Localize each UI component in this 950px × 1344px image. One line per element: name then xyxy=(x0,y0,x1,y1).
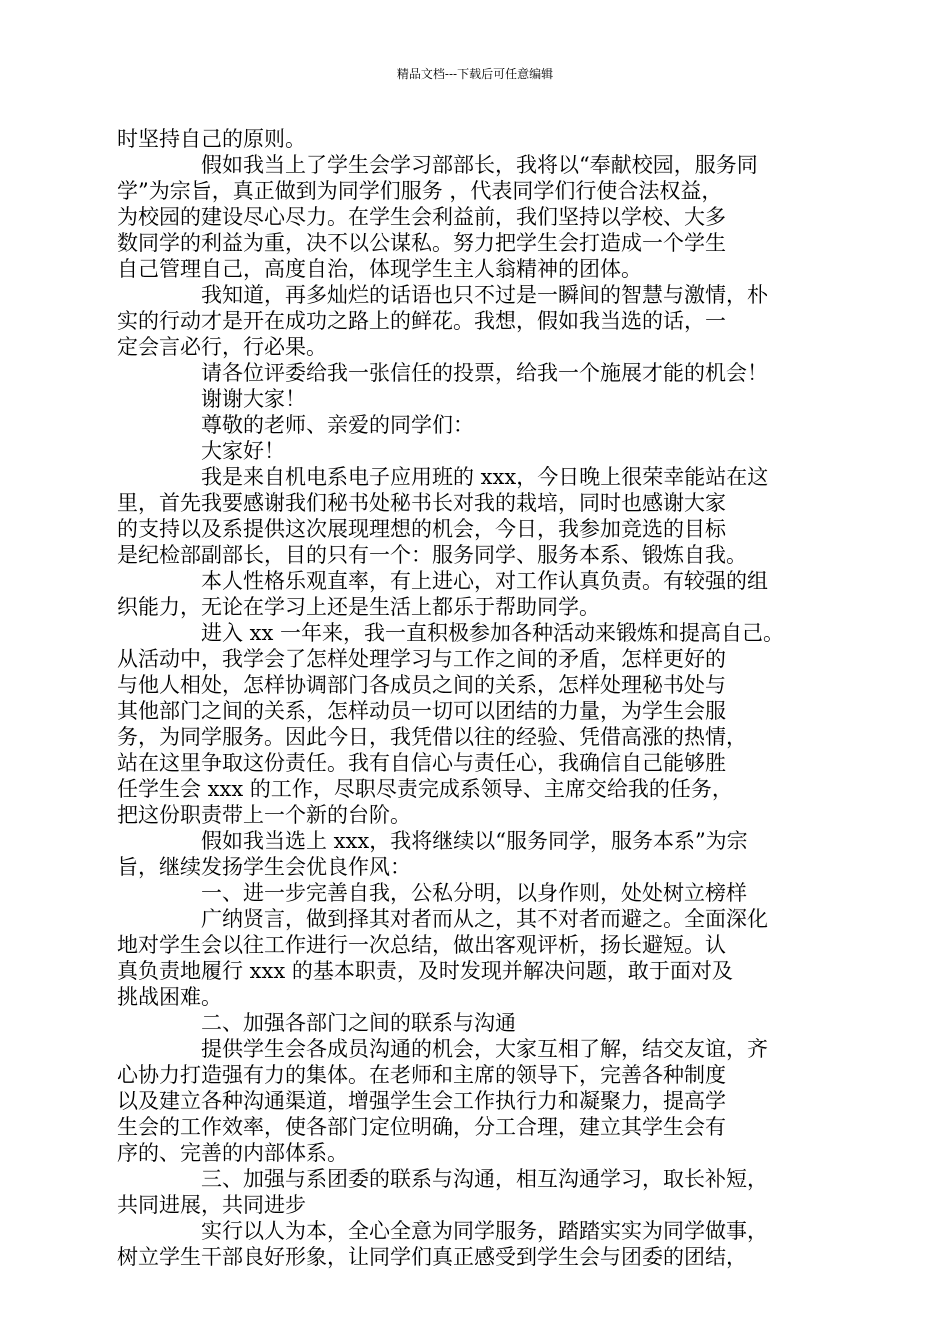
text-line: 三、加强与系团委的联系与沟通，相互沟通学习，取长补短， xyxy=(201,1167,768,1191)
text-line: 树立学生干部良好形象，让同学们真正感受到学生会与团委的团结， xyxy=(117,1245,747,1269)
paragraph xyxy=(117,360,817,386)
text-line: 广纳贤言，做到择其对者而从之，其不对者而避之。全面深化 xyxy=(201,907,768,931)
text-line: 共同进展，共同进步 xyxy=(117,1193,306,1217)
text-line: 谢谢大家！ xyxy=(201,387,306,411)
text-line: 序的、完善的内部体系。 xyxy=(117,1141,348,1165)
document-body xyxy=(117,126,817,1270)
text-line: 把这份职责带上一个新的台阶。 xyxy=(117,803,411,827)
text-line: 我知道，再多灿烂的话语也只不过是一瞬间的智慧与激情，朴 xyxy=(201,283,768,307)
paragraph xyxy=(117,880,817,906)
paragraph xyxy=(117,620,817,828)
text-line: 务，为同学服务。因此今日，我凭借以往的经验、凭借高涨的热情， xyxy=(117,725,747,749)
text-line: 假如我当选上 xxx，我将继续以“服务同学，服务本系”为宗 xyxy=(201,829,748,853)
paragraph xyxy=(117,828,817,880)
text-line: 生会的工作效率，使各部门定位明确，分工合理，建立其学生会有 xyxy=(117,1115,726,1139)
text-line: 旨，继续发扬学生会优良作风： xyxy=(117,855,411,879)
text-line: 心协力打造强有力的集体。在老师和主席的领导下，完善各种制度 xyxy=(117,1063,726,1087)
text-line: 自己管理自己，高度自治，体现学生主人翁精神的团体。 xyxy=(117,257,642,281)
text-line: 本人性格乐观直率，有上进心，对工作认真负责。有较强的组 xyxy=(201,569,768,593)
text-line: 大家好！ xyxy=(201,439,285,463)
text-line: 实行以人为本，全心全意为同学服务，踏踏实实为同学做事， xyxy=(201,1219,768,1243)
paragraph xyxy=(117,152,817,282)
text-line: 的支持以及系提供这次展现理想的机会，今日，我参加竞选的目标 xyxy=(117,517,726,541)
text-line: 假如我当上了学生会学习部部长，我将以“奉献校园，服务同 xyxy=(201,153,758,177)
paragraph xyxy=(117,1010,817,1036)
paragraph xyxy=(117,1218,817,1270)
paragraph xyxy=(117,126,817,152)
text-line: 真负责地履行 xxx 的基本职责，及时发现并解决问题，敢于面对及 xyxy=(117,959,733,983)
paragraph xyxy=(117,1036,817,1166)
text-line: 请各位评委给我一张信任的投票，给我一个施展才能的机会！ xyxy=(201,361,768,385)
text-line: 为校园的建设尽心尽力。在学生会利益前，我们坚持以学校、大多 xyxy=(117,205,726,229)
text-line: 实的行动才是开在成功之路上的鲜花。我想，假如我当选的话，一 xyxy=(117,309,726,333)
text-line: 挑战困难。 xyxy=(117,985,222,1009)
text-line: 定会言必行，行必果。 xyxy=(117,335,327,359)
text-line: 站在这里争取这份责任。我有自信心与责任心，我确信自己能够胜 xyxy=(117,751,726,775)
text-line: 以及建立各种沟通渠道，增强学生会工作执行力和凝聚力，提高学 xyxy=(117,1089,726,1113)
text-line: 一、进一步完善自我，公私分明，以身作则，处处树立榜样 xyxy=(201,881,747,905)
paragraph xyxy=(117,568,817,620)
text-line: 其他部门之间的关系，怎样动员一切可以团结的力量，为学生会服 xyxy=(117,699,726,723)
paragraph xyxy=(117,282,817,360)
text-line: 提供学生会各成员沟通的机会，大家互相了解，结交友谊，齐 xyxy=(201,1037,768,1061)
text-line: 地对学生会以往工作进行一次总结，做出客观评析，扬长避短。认 xyxy=(117,933,726,957)
paragraph xyxy=(117,464,817,568)
text-line: 任学生会 xxx 的工作，尽职尽责完成系领导、主席交给我的任务， xyxy=(117,777,733,801)
text-line: 数同学的利益为重，决不以公谋私。努力把学生会打造成一个学生 xyxy=(117,231,726,255)
text-line: 是纪检部副部长，目的只有一个：服务同学、服务本系、锻炼自我。 xyxy=(117,543,747,567)
text-line: 里，首先我要感谢我们秘书处秘书长对我的栽培，同时也感谢大家 xyxy=(117,491,726,515)
text-line: 尊敬的老师、亲爱的同学们： xyxy=(201,413,474,437)
text-line: 二、加强各部门之间的联系与沟通 xyxy=(201,1011,516,1035)
text-line: 我是来自机电系电子应用班的 xxx，今日晚上很荣幸能站在这 xyxy=(201,465,769,489)
text-line: 与他人相处，怎样协调部门各成员之间的关系，怎样处理秘书处与 xyxy=(117,673,726,697)
text-line: 织能力，无论在学习上还是生活上都乐于帮助同学。 xyxy=(117,595,600,619)
paragraph xyxy=(117,438,817,464)
paragraph xyxy=(117,412,817,438)
text-line: 从活动中，我学会了怎样处理学习与工作之间的矛盾，怎样更好的 xyxy=(117,647,726,671)
paragraph xyxy=(117,906,817,1010)
page-header: 精品文档---下载后可任意编辑 xyxy=(396,67,554,81)
paragraph xyxy=(117,386,817,412)
text-line: 进入 xx 一年来，我一直积极参加各种活动来锻炼和提高自己。 xyxy=(201,621,785,645)
text-line: 学”为宗旨，真正做到为同学们服务 ，代表同学们行使合法权益， xyxy=(117,179,723,203)
text-line: 时坚持自己的原则。 xyxy=(117,127,306,151)
paragraph xyxy=(117,1166,817,1218)
